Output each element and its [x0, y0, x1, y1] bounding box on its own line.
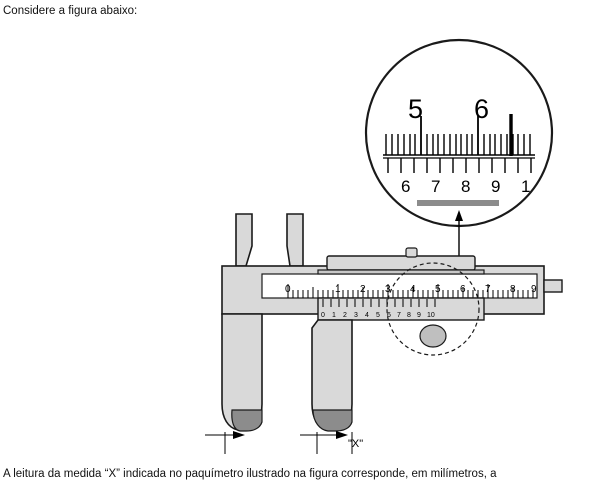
magnifier-main-label-0: 5	[408, 94, 424, 124]
intro-text: Considere a figura abaixo:	[3, 5, 138, 17]
vernier-label-8: 8	[407, 312, 411, 319]
magnifier-vernier-label-3: 9	[491, 177, 501, 196]
magnifier-view	[366, 40, 552, 226]
caliper-figure	[0, 18, 603, 458]
fixed-jaw-tip	[232, 410, 262, 431]
vernier-label-2: 2	[343, 312, 347, 319]
depth-rod	[544, 280, 562, 292]
vernier-label-5: 5	[376, 312, 380, 319]
measure-label: "X"	[348, 438, 364, 450]
question-text: A leitura da medida “X” indicada no paquímetro ilustrado na figura corresponde, em milímetros, a	[3, 468, 497, 480]
movable-upper-jaw	[287, 214, 303, 266]
main-scale-label-8: 8	[510, 284, 516, 295]
magnifier-circle	[366, 40, 552, 226]
vernier-label-9: 9	[417, 312, 421, 319]
slider-top-bar	[327, 256, 475, 270]
lock-screw	[406, 248, 417, 257]
main-scale-label-2: 2	[360, 284, 366, 295]
magnifier-vernier-label-0: 6	[401, 177, 411, 196]
magnify-zone-knob	[420, 325, 446, 347]
magnifier-main-label-1: 6	[474, 94, 490, 124]
main-scale-label-6: 6	[460, 284, 466, 295]
main-scale-label-5: 5	[435, 284, 441, 295]
vernier-label-0: 0	[321, 312, 325, 319]
main-scale-label-7: 7	[485, 284, 491, 295]
main-scale-label-3: 3	[385, 284, 391, 295]
caliper-body	[205, 214, 562, 454]
magnifier-vernier-label-2: 8	[461, 177, 471, 196]
movable-jaw-tip	[313, 410, 352, 431]
dimension-markers	[205, 431, 363, 454]
vernier-label-10: 10	[427, 312, 435, 319]
vernier-label-3: 3	[354, 312, 358, 319]
vernier-label-4: 4	[365, 312, 369, 319]
magnifier-grey-bar	[417, 200, 499, 206]
main-scale-label-9: 9	[531, 284, 537, 295]
vernier-label-6: 6	[387, 312, 391, 319]
vernier-label-7: 7	[397, 312, 401, 319]
vernier-label-1: 1	[332, 312, 336, 319]
slider-shoulder	[318, 270, 484, 274]
fixed-upper-jaw	[236, 214, 252, 266]
main-scale-label-4: 4	[410, 284, 416, 295]
magnifier-vernier-label-1: 7	[431, 177, 441, 196]
magnifier-vernier-label-4: 1	[521, 177, 531, 196]
main-scale-label-0: 0	[285, 284, 291, 295]
main-scale-label-1: 1	[335, 284, 341, 295]
